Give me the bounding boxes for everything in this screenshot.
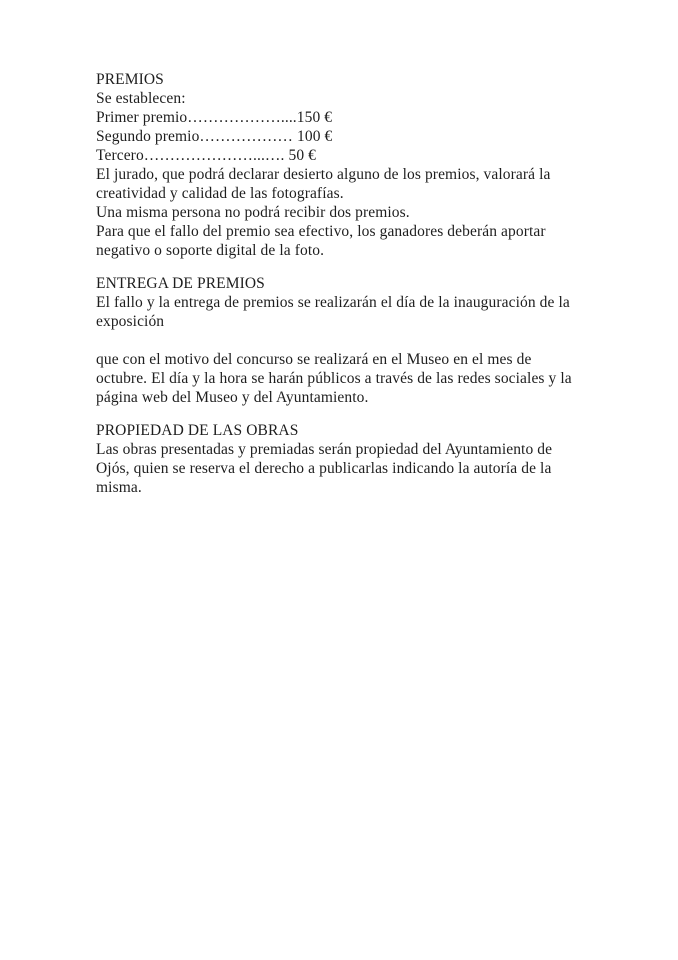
- section-heading-propiedad: PROPIEDAD DE LAS OBRAS: [96, 422, 299, 439]
- text-line: página web del Museo y del Ayuntamiento.: [96, 389, 369, 406]
- text-line: misma.: [96, 479, 142, 496]
- text-line: Se establecen:: [96, 90, 186, 107]
- text-line: Para que el fallo del premio sea efectivo, los ganadores deberán aportar: [96, 223, 546, 240]
- text-line: que con el motivo del concurso se realizará en el Museo en el mes de: [96, 351, 532, 368]
- text-line: Ojós, quien se reserva el derecho a publicarlas indicando la autoría de la: [96, 460, 552, 477]
- text-line: El fallo y la entrega de premios se realizarán el día de la inauguración de la: [96, 294, 570, 311]
- section-premios: [96, 70, 592, 260]
- text-line: Las obras presentadas y premiadas serán propiedad del Ayuntamiento de: [96, 441, 553, 458]
- text-line: El jurado, que podrá declarar desierto alguno de los premios, valorará la: [96, 166, 551, 183]
- text-line: negativo o soporte digital de la foto.: [96, 242, 325, 259]
- document-content: [96, 70, 592, 511]
- text-line: exposición: [96, 313, 165, 330]
- prize-line-second: Segundo premio……………… 100 €: [96, 128, 333, 145]
- prize-line-first: Primer premio………………....150 €: [96, 109, 333, 126]
- text-line: creatividad y calidad de las fotografías.: [96, 185, 344, 202]
- section-heading-premios: PREMIOS: [96, 71, 164, 88]
- text-line: octubre. El día y la hora se harán públicos a través de las redes sociales y la: [96, 370, 572, 387]
- section-entrega-de-premios: [96, 274, 592, 407]
- blank-line: [96, 331, 592, 350]
- prize-line-third: Tercero…………………...…. 50 €: [96, 147, 316, 164]
- section-heading-entrega: ENTREGA DE PREMIOS: [96, 275, 265, 292]
- text-line: Una misma persona no podrá recibir dos premios.: [96, 204, 410, 221]
- section-propiedad-de-las-obras: [96, 421, 592, 497]
